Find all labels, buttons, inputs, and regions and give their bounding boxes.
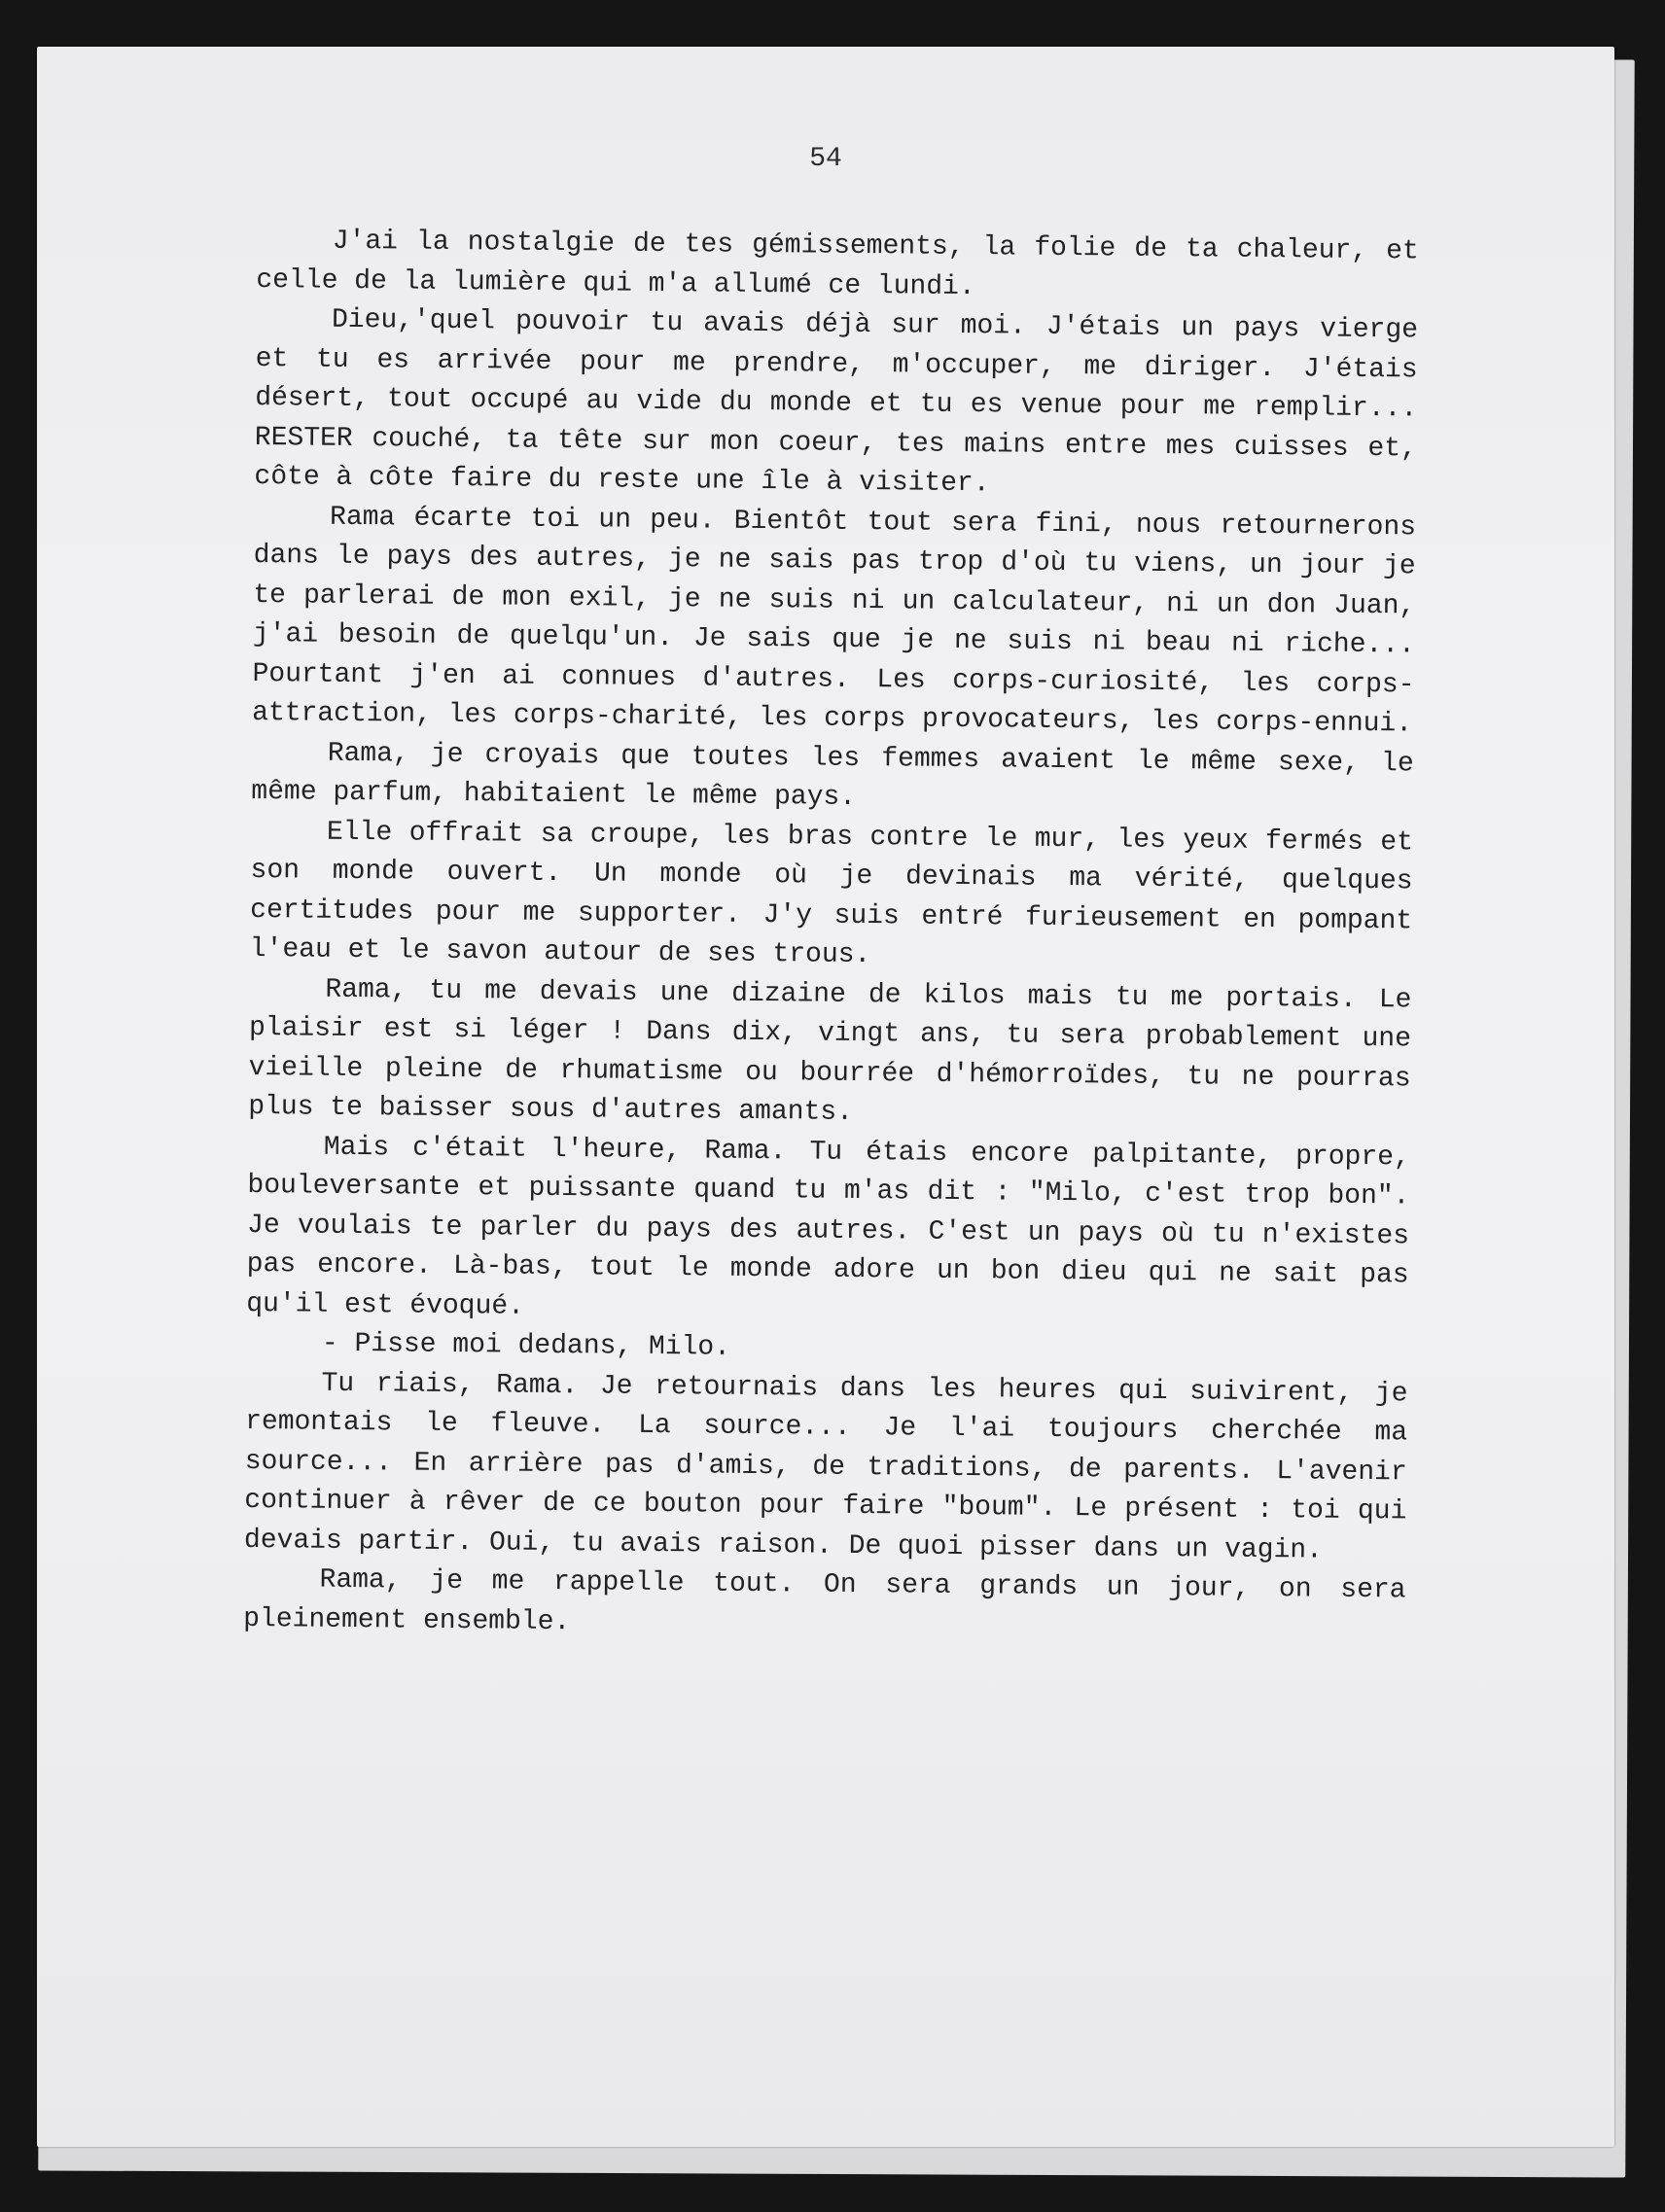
paragraph: Tu riais, Rama. Je retournais dans les heures qui suivirent, je remontais le fleuve. La source... Je l'ai toujours cherchée ma source... En arrière pas d'amis, de traditions, de parents. L'avenir continuer à rêver de ce bouton pour faire "boum". Le présent : toi qui devais partir. Oui, tu avais raison. De quoi pisser dans un vagin. (243, 1368, 1408, 1566)
paragraph: Rama, je me rappelle tout. On sera grands un jour, on sera pleinement ensemble. (243, 1564, 1406, 1637)
page-body (243, 222, 1419, 1650)
paragraph: Mais c'était l'heure, Rama. Tu étais encore palpitante, propre, bouleversante et puissante quand tu m'as dit : "Milo, c'est trop bon". Je voulais te parler du pays des autres. C'est un pays où tu n'existes pas encore. Là-bas, tout le monde adore un bon dieu qui ne sait pas qu'il est évoqué. (246, 1132, 1410, 1322)
typed-page (37, 47, 1614, 2147)
paragraph: Dieu,'quel pouvoir tu avais déjà sur moi. J'étais un pays vierge et tu es arrivée pour me prendre, m'occuper, me diriger. J'étais désert, tout occupé au vide du monde et tu es venue pour me remplir... RESTER couché, ta tête sur mon coeur, tes mains entre mes cuisses et, côte à côte faire du reste une île à visiter. (254, 304, 1419, 500)
paragraph: Rama écarte toi un peu. Bientôt tout sera fini, nous retournerons dans le pays des autres, je ne sais pas trop d'où tu viens, un jour je te parlerai de mon exil, je ne suis ni un calculateur, ni un don Juan, j'ai besoin de quelqu'un. Je sais que je ne suis ni beau ni riche... Pourtant j'en ai connues d'autres. Les corps-curiosité, les corps-attraction, les corps-charité, les corps provocateurs, les corps-ennui. (251, 502, 1417, 740)
dialogue-line: - Pisse moi dedans, Milo. (321, 1328, 731, 1363)
paragraph: Rama, tu me devais une dizaine de kilos mais tu me portais. Le plaisir est si léger ! Dans dix, vingt ans, tu sera probablement une vieille pleine de rhumatisme ou bourrée d'hémorroïdes, tu ne pourras plus te baisser sous d'autres amants. (248, 974, 1412, 1128)
page-number: 54 (809, 144, 842, 174)
paragraph: J'ai la nostalgie de tes gémissements, la folie de ta chaleur, et celle de la lumière qui m'a allumé ce lundi. (256, 226, 1419, 302)
paragraph: Rama, je croyais que toutes les femmes avaient le même sexe, le même parfum, habitaient le même pays. (251, 738, 1414, 813)
paragraph: Elle offrait sa croupe, les bras contre le mur, les yeux fermés et son monde ouvert. Un monde où je devinais ma vérité, quelques certitudes pour me supporter. J'y suis entré furieusement en pompant l'eau et le savon autour de ses trous. (249, 817, 1414, 971)
